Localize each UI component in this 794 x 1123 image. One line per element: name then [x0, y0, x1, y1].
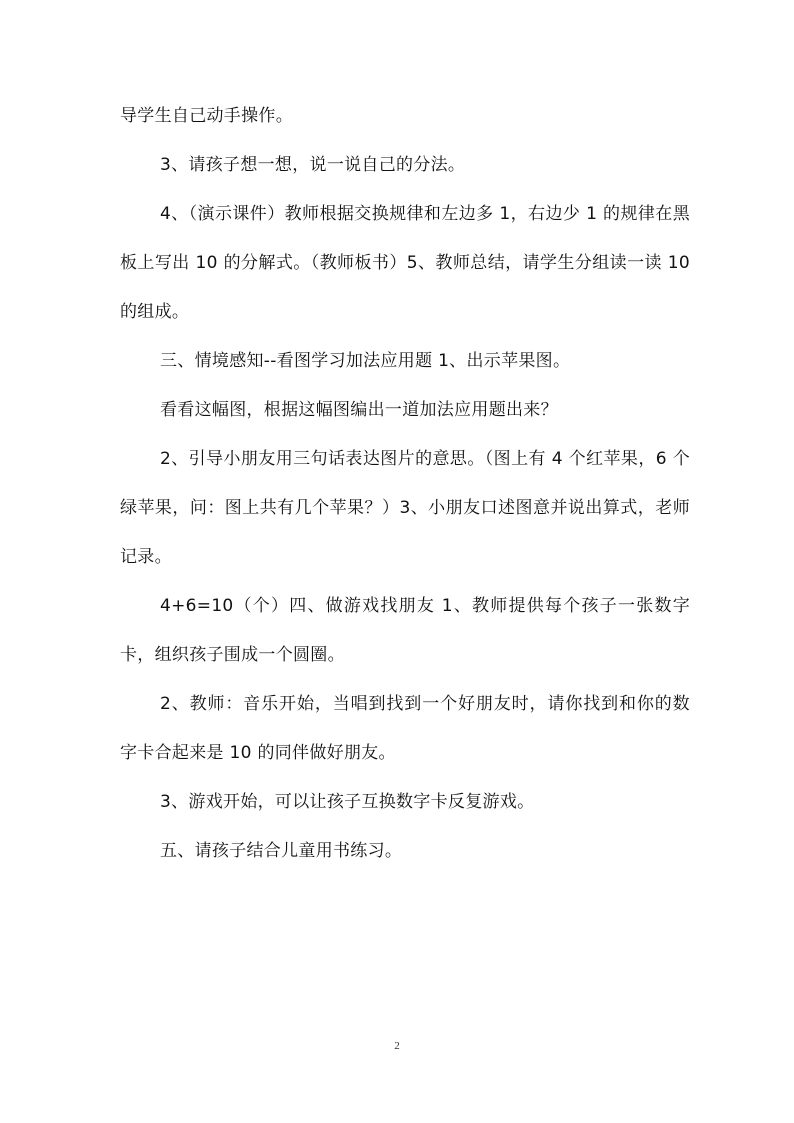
- paragraph: 2、引导小朋友用三句话表达图片的意思。（图上有 4 个红苹果，6 个绿苹果，问：图上共有几个苹果？）3、小朋友口述图意并说出算式，老师记录。: [120, 449, 690, 567]
- document-body: [120, 92, 690, 876]
- paragraph: 4、（演示课件）教师根据交换规律和左边多 1，右边少 1 的规律在黑板上写出 10 的分解式。（教师板书）5、教师总结，请学生分组读一读 10 的组成。: [120, 204, 690, 322]
- paragraph: 看看这幅图，根据这幅图编出一道加法应用题出来？: [160, 400, 558, 420]
- paragraph: 3、请孩子想一想，说一说自己的分法。: [160, 155, 466, 175]
- paragraph: 五、请孩子结合儿童用书练习。: [160, 841, 403, 861]
- paragraph: 3、游戏开始，可以让孩子互换数字卡反复游戏。: [160, 792, 535, 812]
- paragraph: 2、教师：音乐开始，当唱到找到一个好朋友时，请你找到和你的数字卡合起来是 10 的同伴做好朋友。: [120, 694, 690, 763]
- paragraph: 导学生自己动手操作。: [120, 106, 293, 126]
- page-number: 2: [394, 1040, 400, 1052]
- paragraph: 4+6=10（个）四、做游戏找朋友 1、教师提供每个孩子一张数字卡，组织孩子围成一个圆圈。: [120, 596, 690, 665]
- paragraph: 三、情境感知--看图学习加法应用题 1、出示苹果图。: [160, 351, 571, 371]
